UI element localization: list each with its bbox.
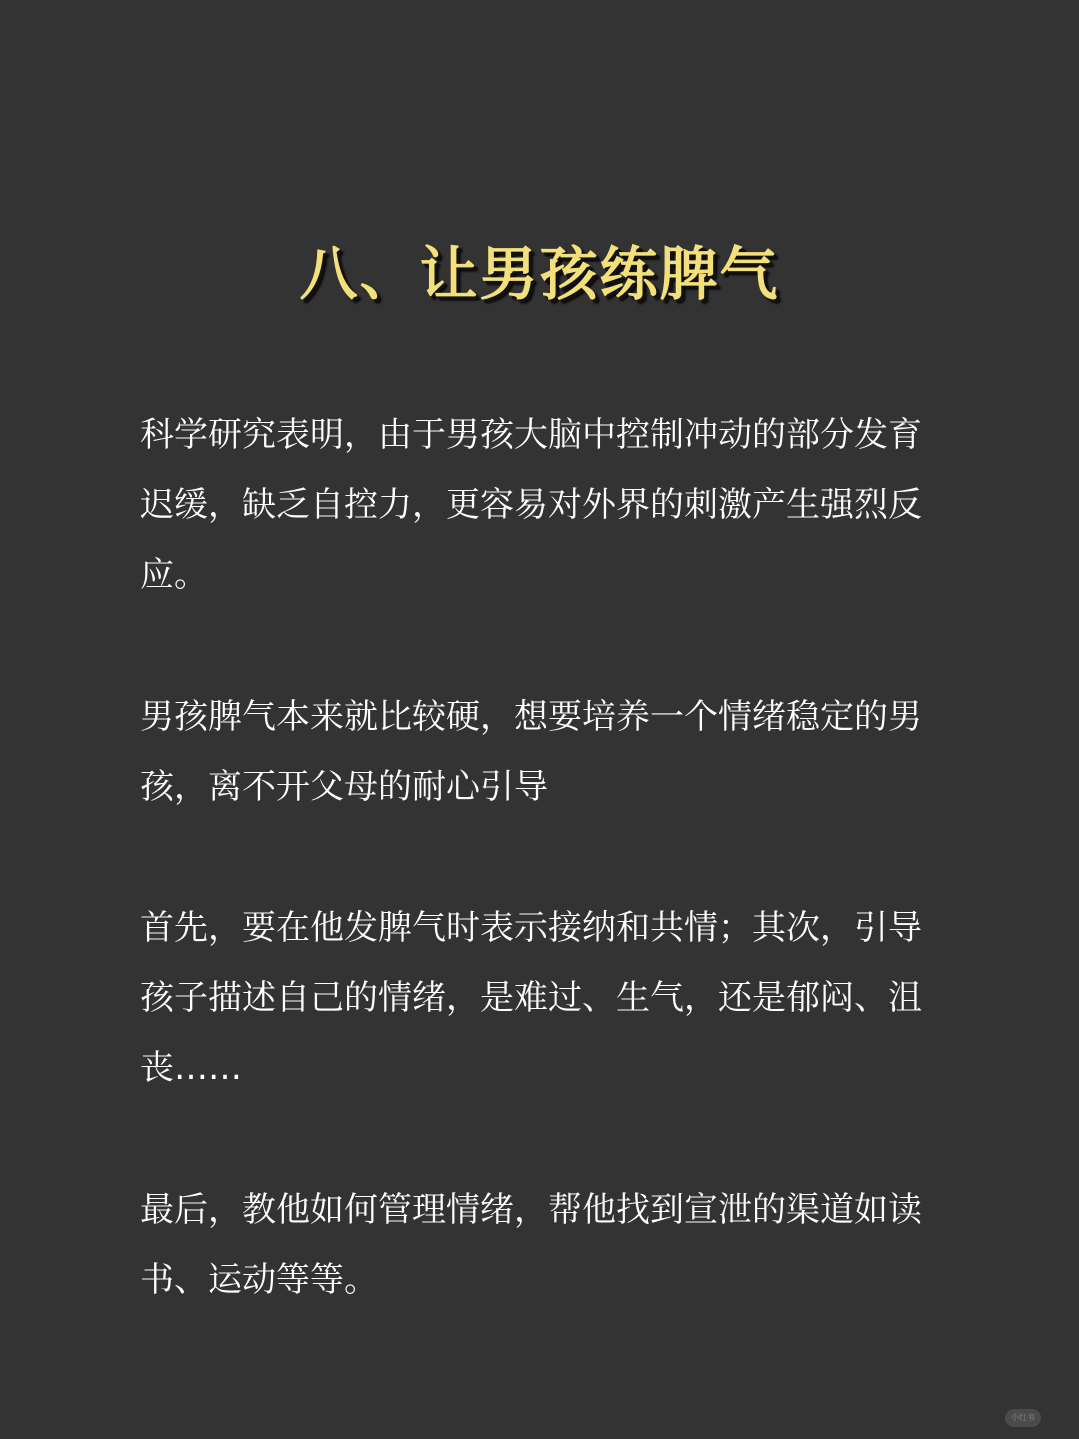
watermark-logo: 小红书 — [1005, 1409, 1041, 1427]
text-line: 迟缓，缺乏自控力，更容易对外界的刺激产生强烈反 — [140, 485, 922, 525]
paragraph-2 — [140, 682, 940, 822]
text-line: 孩，离不开父母的耐心引导 — [140, 767, 548, 807]
text-line: 科学研究表明，由于男孩大脑中控制冲动的部分发育 — [140, 415, 922, 455]
text-line: 丧…… — [140, 1048, 242, 1088]
text-line: 应。 — [140, 555, 208, 595]
text-line: 男孩脾气本来就比较硬，想要培养一个情绪稳定的男 — [140, 697, 922, 737]
paragraph-3 — [140, 893, 940, 1103]
paragraph-4 — [140, 1175, 940, 1315]
text-line: 首先，要在他发脾气时表示接纳和共情；其次，引导 — [140, 908, 922, 948]
page-title: 八、让男孩练脾气 — [299, 239, 780, 308]
text-line: 孩子描述自己的情绪，是难过、生气，还是郁闷、沮 — [140, 978, 922, 1018]
text-line: 最后，教他如何管理情绪，帮他找到宣泄的渠道如读 — [140, 1190, 922, 1230]
text-line: 书、运动等等。 — [140, 1260, 378, 1300]
paragraph-1 — [140, 400, 940, 610]
